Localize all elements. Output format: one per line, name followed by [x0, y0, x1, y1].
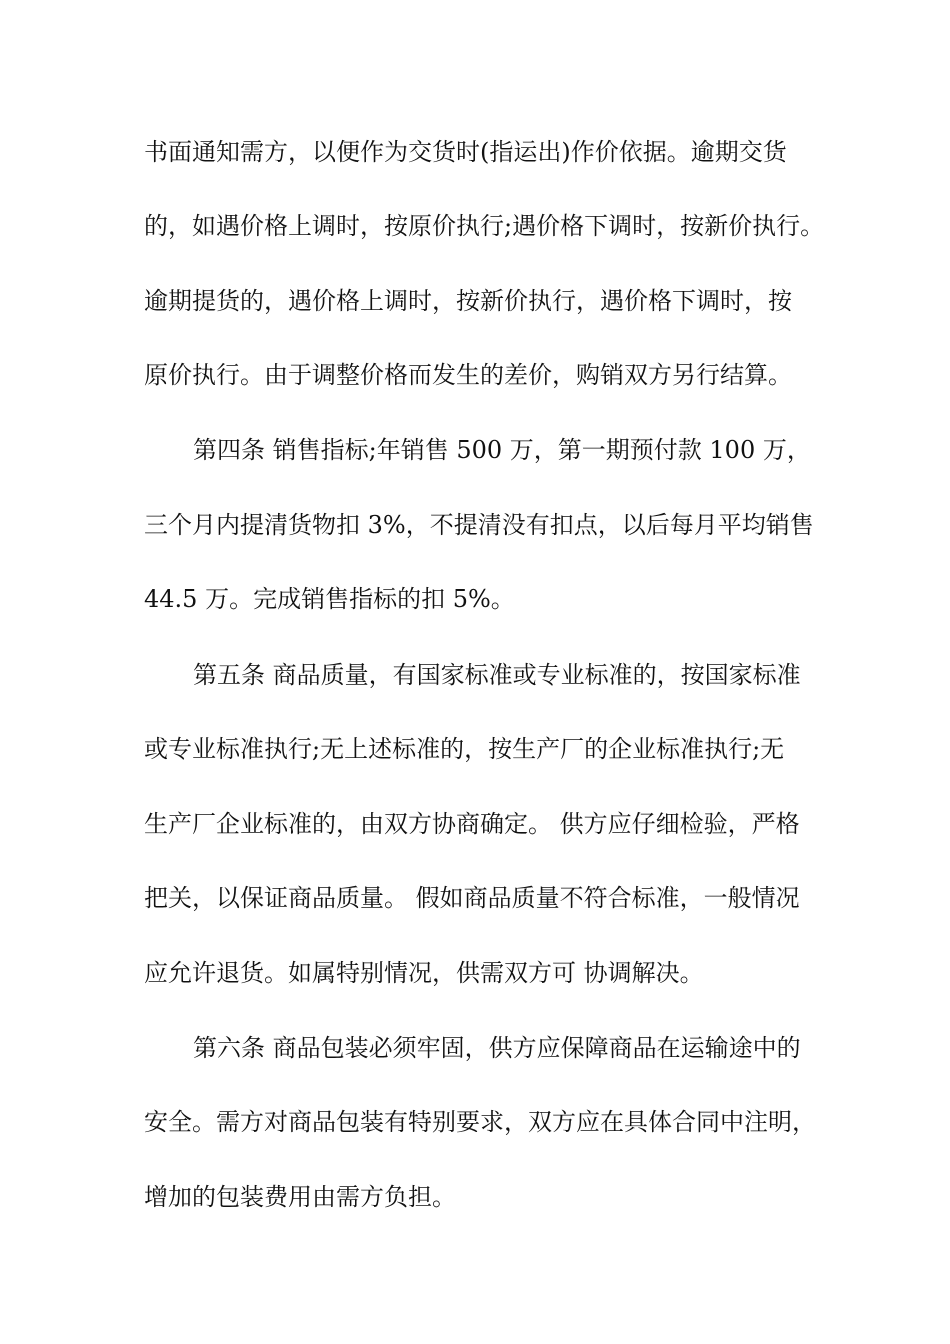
- text-line: 安全。需方对商品包装有特别要求，双方应在具体合同中注明，: [144, 1108, 816, 1136]
- text-line: 三个月内提清货物扣 3%，不提清没有扣点，以后每月平均销售: [144, 511, 814, 539]
- text-line: 逾期提货的，遇价格上调时，按新价执行，遇价格下调时，按: [144, 287, 792, 315]
- article-6-heading-line: 第六条 商品包装必须牢固，供方应保障商品在运输途中的: [193, 1034, 801, 1062]
- text-line: 或专业标准执行;无上述标准的，按生产厂的企业标准执行;无: [144, 735, 785, 763]
- article-5-heading-line: 第五条 商品质量，有国家标准或专业标准的，按国家标准: [193, 661, 801, 689]
- text-line: 增加的包装费用由需方负担。: [144, 1183, 456, 1211]
- text-line: 把关，以保证商品质量。 假如商品质量不符合标准，一般情况: [144, 884, 800, 912]
- text-line: 书面通知需方，以便作为交货时(指运出)作价依据。逾期交货: [144, 138, 787, 166]
- text-line: 44.5 万。完成销售指标的扣 5%。: [144, 585, 515, 613]
- article-4-heading-line: 第四条 销售指标;年销售 500 万，第一期预付款 100 万，: [193, 436, 811, 464]
- text-line: 原价执行。由于调整价格而发生的差价，购销双方另行结算。: [144, 361, 792, 389]
- text-line: 的，如遇价格上调时，按原价执行;遇价格下调时，按新价执行。: [144, 212, 825, 240]
- text-line: 生产厂企业标准的，由双方协商确定。 供方应仔细检验，严格: [144, 810, 800, 838]
- text-line: 应允许退货。如属特别情况，供需双方可 协调解决。: [144, 959, 704, 987]
